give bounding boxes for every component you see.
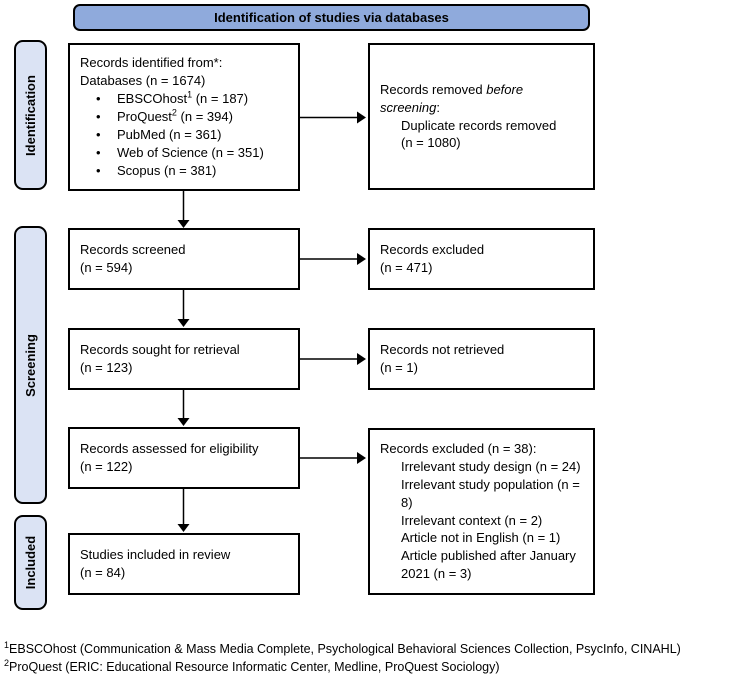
exclusion-reason-item: Article published after January 2021 (n = 3) <box>401 548 576 582</box>
box-records-not-retrieved <box>368 328 595 390</box>
records-sought-line1: Records sought for retrieval <box>80 342 240 358</box>
studies-included-count: (n = 84) <box>80 565 126 580</box>
database-item-label: Scopus (n = 381) <box>117 162 217 178</box>
records-assessed-line1: Records assessed for eligibility <box>80 441 259 457</box>
banner-identification-via-databases <box>73 4 590 31</box>
box-records-excluded <box>368 228 595 290</box>
footnote-proquest: $^2$ProQuest (ERIC: Educational Resource Informatic Center, Medline, ProQuest Sociology) <box>4 657 500 674</box>
bullet-icon: • <box>96 109 101 125</box>
records-identified-line1: Records identified from*: <box>80 55 223 71</box>
stage-label-screening: Screening <box>14 226 47 504</box>
bullet-icon: • <box>96 162 101 178</box>
database-item <box>80 162 290 180</box>
footnote-ebscohost: $^1$EBSCOhost (Communication & Mass Media Complete, Psychological Behavioral Sciences Collection, PsycInfo, CINAHL) <box>4 639 681 656</box>
stage-label-included: Included <box>14 515 47 610</box>
database-item <box>80 90 290 108</box>
arrowhead-right-icon <box>357 253 366 265</box>
duplicate-records-line2: (n = 1080) <box>401 135 461 151</box>
exclusion-reason-item: Article not in English (n = 1) <box>401 530 561 546</box>
records-excluded-count: (n = 471) <box>380 260 433 275</box>
arrowhead-down-icon <box>178 418 190 426</box>
box-exclusion-reasons <box>368 428 595 595</box>
records-excluded-line1: Records excluded <box>380 242 485 258</box>
database-item <box>80 108 290 126</box>
arrowhead-down-icon <box>178 220 190 228</box>
records-screened-line1: Records screened <box>80 242 186 258</box>
records-assessed-count: (n = 122) <box>80 459 133 474</box>
banner-title: Identification of studies via databases <box>214 10 449 25</box>
records-identified-line2: Databases (n = 1674) <box>80 73 206 89</box>
bullet-icon: • <box>96 144 101 160</box>
exclusion-reason-item: Irrelevant study population (n = 8) <box>401 476 580 510</box>
studies-included-line1: Studies included in review <box>80 547 231 563</box>
database-item-label: PubMed (n = 361) <box>117 126 222 142</box>
box-records-identified <box>68 43 300 191</box>
arrowhead-down-icon <box>178 524 190 532</box>
stage-label-identification: Identification <box>14 40 47 190</box>
arrowhead-right-icon <box>357 112 366 124</box>
exclusion-reason-item: Irrelevant study design (n = 24) <box>401 458 581 474</box>
database-item-label: Web of Science (n = 351) <box>117 144 264 160</box>
database-item-label: ProQuest$^2$ (n = 394) <box>117 107 233 125</box>
arrowhead-right-icon <box>357 353 366 365</box>
records-screened-count: (n = 594) <box>80 260 133 275</box>
footnotes <box>4 641 748 677</box>
box-records-assessed <box>68 427 300 489</box>
records-removed-heading: Records removed before screening: <box>380 81 524 115</box>
records-sought-count: (n = 123) <box>80 360 133 375</box>
box-records-sought <box>68 328 300 390</box>
database-item-label: EBSCOhost$^1$ (n = 187) <box>117 89 249 107</box>
arrowhead-right-icon <box>357 452 366 464</box>
database-item <box>80 126 290 144</box>
box-studies-included <box>68 533 300 595</box>
records-not-retrieved-line1: Records not retrieved <box>380 342 505 358</box>
exclusion-reasons-title: Records excluded (n = 38): <box>380 440 537 456</box>
box-records-removed-before-screening <box>368 43 595 190</box>
database-item <box>80 144 290 162</box>
duplicate-records-line1: Duplicate records removed <box>401 117 557 133</box>
box-records-screened <box>68 228 300 290</box>
exclusion-reason-item: Irrelevant context (n = 2) <box>401 512 543 528</box>
records-not-retrieved-count: (n = 1) <box>380 360 418 375</box>
bullet-icon: • <box>96 126 101 142</box>
bullet-icon: • <box>96 91 101 107</box>
arrowhead-down-icon <box>178 319 190 327</box>
